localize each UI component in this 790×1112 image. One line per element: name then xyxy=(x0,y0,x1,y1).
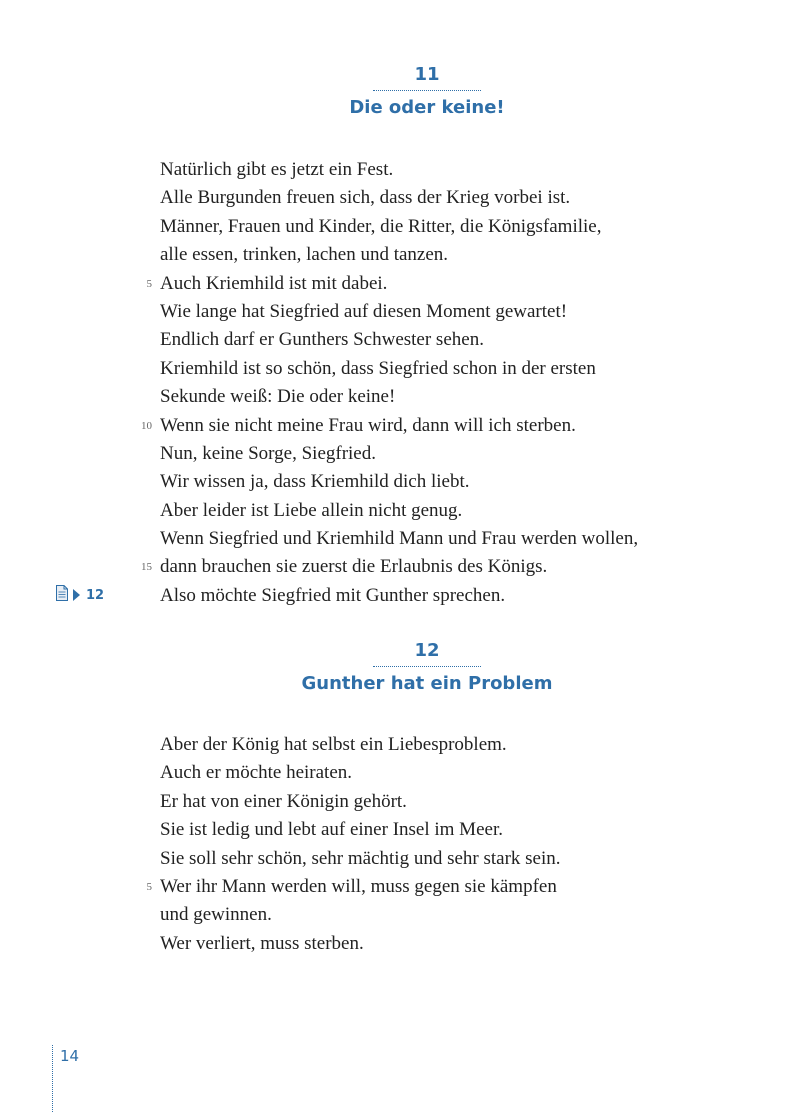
text-line xyxy=(141,412,760,440)
line-text: alle essen, trinken, lachen und tanzen. xyxy=(160,244,449,266)
text-line xyxy=(160,525,760,553)
text-line xyxy=(160,816,760,844)
audio-track-marker[interactable] xyxy=(55,585,104,605)
line-number: 10 xyxy=(141,419,152,432)
text-line xyxy=(160,731,760,759)
text-line xyxy=(160,788,760,816)
chapter-title: Gunther hat ein Problem xyxy=(301,673,553,694)
line-text: Männer, Frauen und Kinder, die Ritter, die Königsfamilie, xyxy=(160,215,602,237)
line-text: Wie lange hat Siegfried auf diesen Moment gewartet! xyxy=(160,300,568,322)
line-text: dann brauchen sie zuerst die Erlaubnis des Königs. xyxy=(160,556,548,578)
text-line xyxy=(160,355,760,383)
line-text: Nun, keine Sorge, Siegfried. xyxy=(160,442,376,464)
line-text: Wer ihr Mann werden will, muss gegen sie kämpfen xyxy=(160,875,557,897)
text-line xyxy=(160,759,760,787)
page-number: 14 xyxy=(60,1047,80,1065)
chapter-11-heading xyxy=(0,64,790,119)
text-line xyxy=(160,845,760,873)
line-text: Wenn Siegfried und Kriemhild Mann und Frau werden wollen, xyxy=(160,528,639,550)
page-number-rule xyxy=(52,1045,53,1112)
audio-track-number: 12 xyxy=(86,587,105,603)
line-text: Also möchte Siegfried mit Gunther sprechen. xyxy=(160,584,506,606)
line-text: und gewinnen. xyxy=(160,904,272,926)
text-line xyxy=(160,156,760,184)
chapter-number: 12 xyxy=(414,640,440,661)
chapter-12-text xyxy=(146,731,760,958)
line-text: Natürlich gibt es jetzt ein Fest. xyxy=(160,159,394,180)
text-line xyxy=(141,553,760,581)
text-line xyxy=(146,270,760,298)
document-icon xyxy=(55,585,69,605)
line-text: Wenn sie nicht meine Frau wird, dann will ich sterben. xyxy=(160,414,576,436)
text-line xyxy=(160,901,760,929)
line-text: Sekunde weiß: Die oder keine! xyxy=(160,386,396,408)
text-line xyxy=(160,497,760,525)
line-text: Sie ist ledig und lebt auf einer Insel im Meer. xyxy=(160,819,503,841)
line-text: Auch Kriemhild ist mit dabei. xyxy=(160,272,388,294)
line-text: Endlich darf er Gunthers Schwester sehen. xyxy=(160,329,484,351)
line-text: Wir wissen ja, dass Kriemhild dich liebt. xyxy=(160,471,470,493)
line-text: Alle Burgunden freuen sich, dass der Krieg vorbei ist. xyxy=(160,187,571,209)
line-text: Aber der König hat selbst ein Liebesproblem. xyxy=(160,734,507,755)
text-line xyxy=(160,213,760,241)
chapter-11-text xyxy=(141,156,760,610)
text-line xyxy=(160,383,760,411)
text-line xyxy=(146,873,760,901)
chapter-12-heading xyxy=(0,640,790,695)
text-line xyxy=(160,930,760,958)
heading-divider xyxy=(373,90,481,91)
line-number: 5 xyxy=(146,880,152,893)
line-number: 15 xyxy=(141,561,152,574)
chapter-title: Die oder keine! xyxy=(349,97,505,118)
text-line xyxy=(160,468,760,496)
text-line xyxy=(160,582,760,610)
line-text: Sie soll sehr schön, sehr mächtig und sehr stark sein. xyxy=(160,847,561,869)
line-text: Auch er möchte heiraten. xyxy=(160,762,353,784)
line-text: Aber leider ist Liebe allein nicht genug. xyxy=(160,499,463,521)
chapter-number: 11 xyxy=(414,64,440,85)
line-text: Wer verliert, muss sterben. xyxy=(160,932,364,954)
text-line xyxy=(160,241,760,269)
heading-divider xyxy=(373,666,481,667)
text-line xyxy=(160,440,760,468)
text-line xyxy=(160,326,760,354)
play-icon xyxy=(73,589,80,601)
line-text: Kriemhild ist so schön, dass Siegfried schon in der ersten xyxy=(160,357,596,379)
text-line xyxy=(160,298,760,326)
line-text: Er hat von einer Königin gehört. xyxy=(160,790,407,812)
text-line xyxy=(160,184,760,212)
line-number: 5 xyxy=(146,277,152,290)
